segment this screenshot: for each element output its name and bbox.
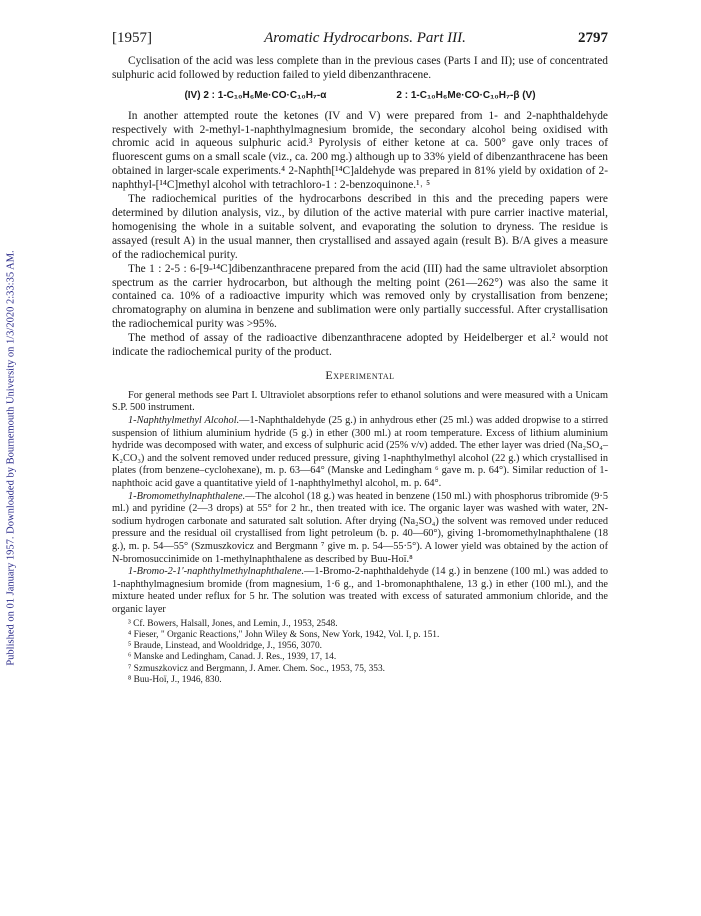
procedure-text: —1-Naphthaldehyde (25 g.) in anhydrous ether (25 ml.) was added dropwise to a stirred suspension of lithium aluminium hydride (5 g.) in ether (300 ml.) at room temperature. Excess of lithium aluminium hydride was decomposed with water, and excess of sulphuric acid (25% v/v) added. The ether layer was dried (Na₂SO₄–K₂CO₃) and the solvent removed under reduced pressure, giving 1-naphthylmethyl alcohol (22 g.) which crystallised in plates (from benzene–cyclohexane), m. p. 63—64° (Manske and Ledingham ⁶ gave m. p. 64°). Similar reduction of 1-naphthoic acid gave a quantitative yield of 1-naphthylmethyl alcohol, m. p. 64°. [112,415,608,489]
page-number: 2797 [578,30,608,46]
paragraph-2: In another attempted route the ketones (IV and V) were prepared from 1- and 2-naphthaldehyde respectively with 2-methyl-1-naphthylmagnesium bromide, the secondary alcohol being oxidised with chromic acid in aqueous sulphuric acid.³ Pyrolysis of either ketone at ca. 500° gave only traces of fluorescent gums on a small scale (viz., ca. 200 mg.) although up to 33% yield of dibenzanthracene has been obtained in larger-scale experiments.⁴ 2-Naphth[¹⁴C]aldehyde was prepared in 81% yield by oxidation of 2-naphthyl-[¹⁴C]methyl alcohol with tetrachloro-1 : 2-benzoquinone.¹˒ ⁵ [112,109,608,192]
reference-item: ⁴ Fieser, " Organic Reactions," John Wiley & Sons, New York, 1942, Vol. I, p. 151. [128,629,440,640]
reference-item: ³ Cf. Bowers, Halsall, Jones, and Lemin, J., 1953, 2548. [128,618,338,629]
watermark-text: Published on 01 January 1957. Downloaded by Bournemouth University on 1/3/2020 2:33:35 AM. [5,250,17,666]
paragraph-1: Cyclisation of the acid was less complete than in the previous cases (Parts I and II); use of concentrated sulphuric acid followed by reduction failed to yield dibenzanthracene. [112,54,608,81]
header-year: [1957] [112,30,152,46]
compound-name: 1-Naphthylmethyl Alcohol. [128,415,240,427]
procedure-text: —1-Bromo-2-naphthaldehyde (14 g.) in benzene (100 ml.) was added to 1-naphthylmagnesium bromide (from magnesium, 1·6 g., and 1-bromonaphthalene, 13 g.) in ether (100 ml.), and the mixture heated under reflux for 5 hr. The solution was treated with excess of saturated ammonium chloride, and the organic layer [112,566,608,615]
article-page [112,32,608,686]
experimental-paragraph-3 [112,491,608,567]
section-heading-experimental: Experimental [325,367,395,382]
procedure-text: —The alcohol (18 g.) was heated in benzene (150 ml.) with phosphorus tribromide (9·5 ml.) and pyridine (2—3 drops) at 55° for 2 hr., then treated with ice. The organic layer was washed with water, 2N-sodium hydrogen carbonate and saturated salt solution. After drying (Na₂SO₄) the solvent was removed under reduced pressure and the residual oil crystallised from light petroleum (b. p. 40—60°), giving 1-bromomethylnaphthalene (18 g.), m. p. 54—55° (Szmuszkovicz and Bergmann ⁷ give m. p. 54—55·5°). A lower yield was obtained by the action of N-bromosuccinimide on 1-methylnaphthalene as described by Buu-Hoï.⁸ [112,490,608,565]
paragraph-4: The 1 : 2-5 : 6-[9-¹⁴C]dibenzanthracene prepared from the acid (III) had the same ultraviolet absorption spectrum as the carrier hydrocarbon, but although the melting point (261—262°) was also the same it contained ca. 10% of a radioactive impurity which was removed only by crystallisation from benzene; chromatography on alumina in benzene and sublimation were only partially successful. After crystallisation the radiochemical purity was >95%. [112,262,608,331]
reference-item: ⁷ Szmuszkovicz and Bergmann, J. Amer. Chem. Soc., 1953, 75, 353. [128,663,385,674]
experimental-paragraph-2 [112,415,608,491]
reference-item: ⁸ Buu-Hoï, J., 1946, 830. [128,675,222,686]
paragraph-5: The method of assay of the radioactive dibenzanthracene adopted by Heidelberger et al.² would not indicate the radiochemical purity of the product. [112,332,608,359]
reference-item: ⁵ Braude, Linstead, and Wooldridge, J., 1956, 3070. [128,641,322,652]
formula-iv: (IV) 2 : 1-C₁₀H₆Me·CO·C₁₀H₇-α [184,89,327,101]
paragraph-3: The radiochemical purities of the hydrocarbons described in this and the preceding papers were determined by dilution analysis, viz., by dilution of the active material with pure carrier inactive material, homogenising the whole in a suitable solvent, and evaporating the solution to dryness. The residue is assayed (result A) in the usual manner, then crystallised and assayed again (result B). B/A gives a measure of the radiochemical purity. [112,193,608,261]
experimental-paragraph-1: For general methods see Part I. Ultraviolet absorptions refer to ethanol solutions and were measured with a Unicam S.P. 500 instrument. [112,389,608,414]
download-watermark [0,0,22,916]
experimental-section [112,390,608,617]
reference-item: ⁶ Manske and Ledingham, Canad. J. Res., 1939, 17, 14. [128,652,337,663]
header-title: Aromatic Hydrocarbons. Part III. [264,30,466,46]
compound-name: 1-Bromomethylnaphthalene. [128,490,246,502]
running-header [112,32,608,46]
experimental-paragraph-4 [112,566,608,616]
formula-v: 2 : 1-C₁₀H₆Me·CO·C₁₀H₇-β (V) [396,89,536,101]
ketone-formulas [112,89,608,103]
footnote-references [112,619,608,687]
compound-name: 1-Bromo-2-1′-naphthylmethylnaphthalene. [128,566,305,578]
